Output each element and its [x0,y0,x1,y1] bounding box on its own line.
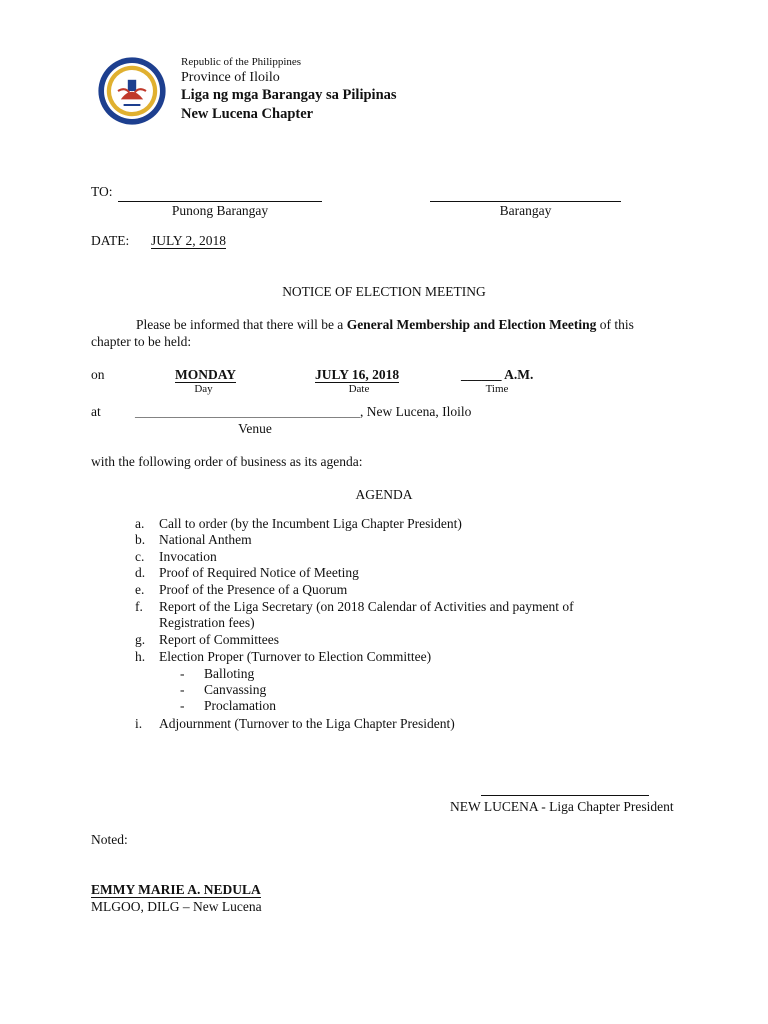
agenda-text: Report of Committees [159,632,279,647]
agenda-letter: f. [135,599,143,614]
intro-part2: of this [596,317,634,332]
agenda-letter: h. [135,649,146,664]
day-caption: Day [194,383,213,395]
time-blank: ______ [461,367,502,382]
sub-text: Canvassing [204,682,267,697]
agenda-letter: c. [135,549,145,564]
sub-dash: - [180,698,185,713]
time-field [461,367,533,383]
day-value [175,367,236,383]
venue-suffix: , New Lucena, Iloilo [360,404,472,419]
barangay-blank-line [430,201,621,202]
agenda-item [135,599,574,615]
agenda-item [135,565,359,581]
agenda-text: Election Proper (Turnover to Election Committee) [159,649,432,664]
agenda-sub-item [180,666,254,682]
agenda-text: National Anthem [159,532,252,547]
agenda-text: Adjournment (Turnover to the Liga Chapter President) [159,716,455,731]
agenda-sub-item [180,698,276,714]
date-label: DATE: [91,233,130,248]
agenda-item [135,582,347,598]
time-caption: Time [485,383,509,395]
signature-line [481,795,649,796]
agenda-letter: a. [135,516,145,531]
agenda-sub-item [180,682,266,698]
agenda-letter: e. [135,582,145,597]
venue-blank: _____________________________________________ [135,408,360,419]
time-suffix: A.M. [504,367,534,382]
signature-title: NEW LUCENA - Liga Chapter President [450,799,674,814]
agenda-item [135,649,431,665]
liga-line: Liga ng mga Barangay sa Pilipinas [181,87,397,103]
agenda-item [135,632,279,648]
sub-dash: - [180,666,185,681]
agenda-text: Call to order (by the Incumbent Liga Chapter President) [159,516,462,531]
agenda-letter: b. [135,532,146,547]
punong-caption: Punong Barangay [171,203,269,218]
republic-line: Republic of the Philippines [181,56,302,68]
meeting-date-text: JULY 16, 2018 [315,367,400,382]
sub-text: Proclamation [204,698,276,713]
intro-line-1 [136,317,634,333]
noted-position: MLGOO, DILG – New Lucena [91,899,262,914]
intro-part1: Please be informed that there will be a [136,317,347,332]
intro-line-2: chapter to be held: [91,334,192,349]
date-value [151,233,226,249]
barangay-caption: Barangay [499,203,552,218]
agenda-text: Registration fees) [159,615,255,630]
agenda-item [135,549,217,565]
day-value-text: MONDAY [175,367,237,382]
sub-dash: - [180,682,185,697]
agenda-letter: d. [135,565,146,580]
agenda-letter: i. [135,716,143,731]
agenda-title: AGENDA [355,487,413,502]
order-line: with the following order of business as its agenda: [91,454,363,469]
meeting-date-value [315,367,399,383]
punong-blank-line [118,201,322,202]
agenda-text: Report of the Liga Secretary (on 2018 Calendar of Activities and payment of [159,599,574,614]
province-line: Province of Iloilo [181,70,280,85]
agenda-text: Proof of Required Notice of Meeting [159,565,359,580]
noted-label: Noted: [91,832,128,847]
agenda-item [135,716,455,732]
on-label: on [91,367,105,382]
agenda-item [135,532,252,548]
date-caption: Date [348,383,370,395]
noted-name-text: EMMY MARIE A. NEDULA [91,882,261,897]
intro-emphasis: General Membership and Election Meeting [346,317,597,332]
agenda-letter: g. [135,632,146,647]
agenda-text: Proof of the Presence of a Quorum [159,582,348,597]
venue-line [135,404,471,420]
venue-caption: Venue [238,421,272,436]
agenda-text: Invocation [159,549,217,564]
sub-text: Balloting [204,666,255,681]
to-label: TO: [91,184,113,199]
liga-seal-logo [97,56,167,126]
noted-name [91,882,261,898]
at-label: at [91,404,101,419]
agenda-item [135,516,462,532]
agenda-item-continuation [135,615,255,631]
date-value-text: JULY 2, 2018 [151,233,227,248]
notice-title: NOTICE OF ELECTION MEETING [282,284,486,299]
chapter-line: New Lucena Chapter [181,106,314,122]
